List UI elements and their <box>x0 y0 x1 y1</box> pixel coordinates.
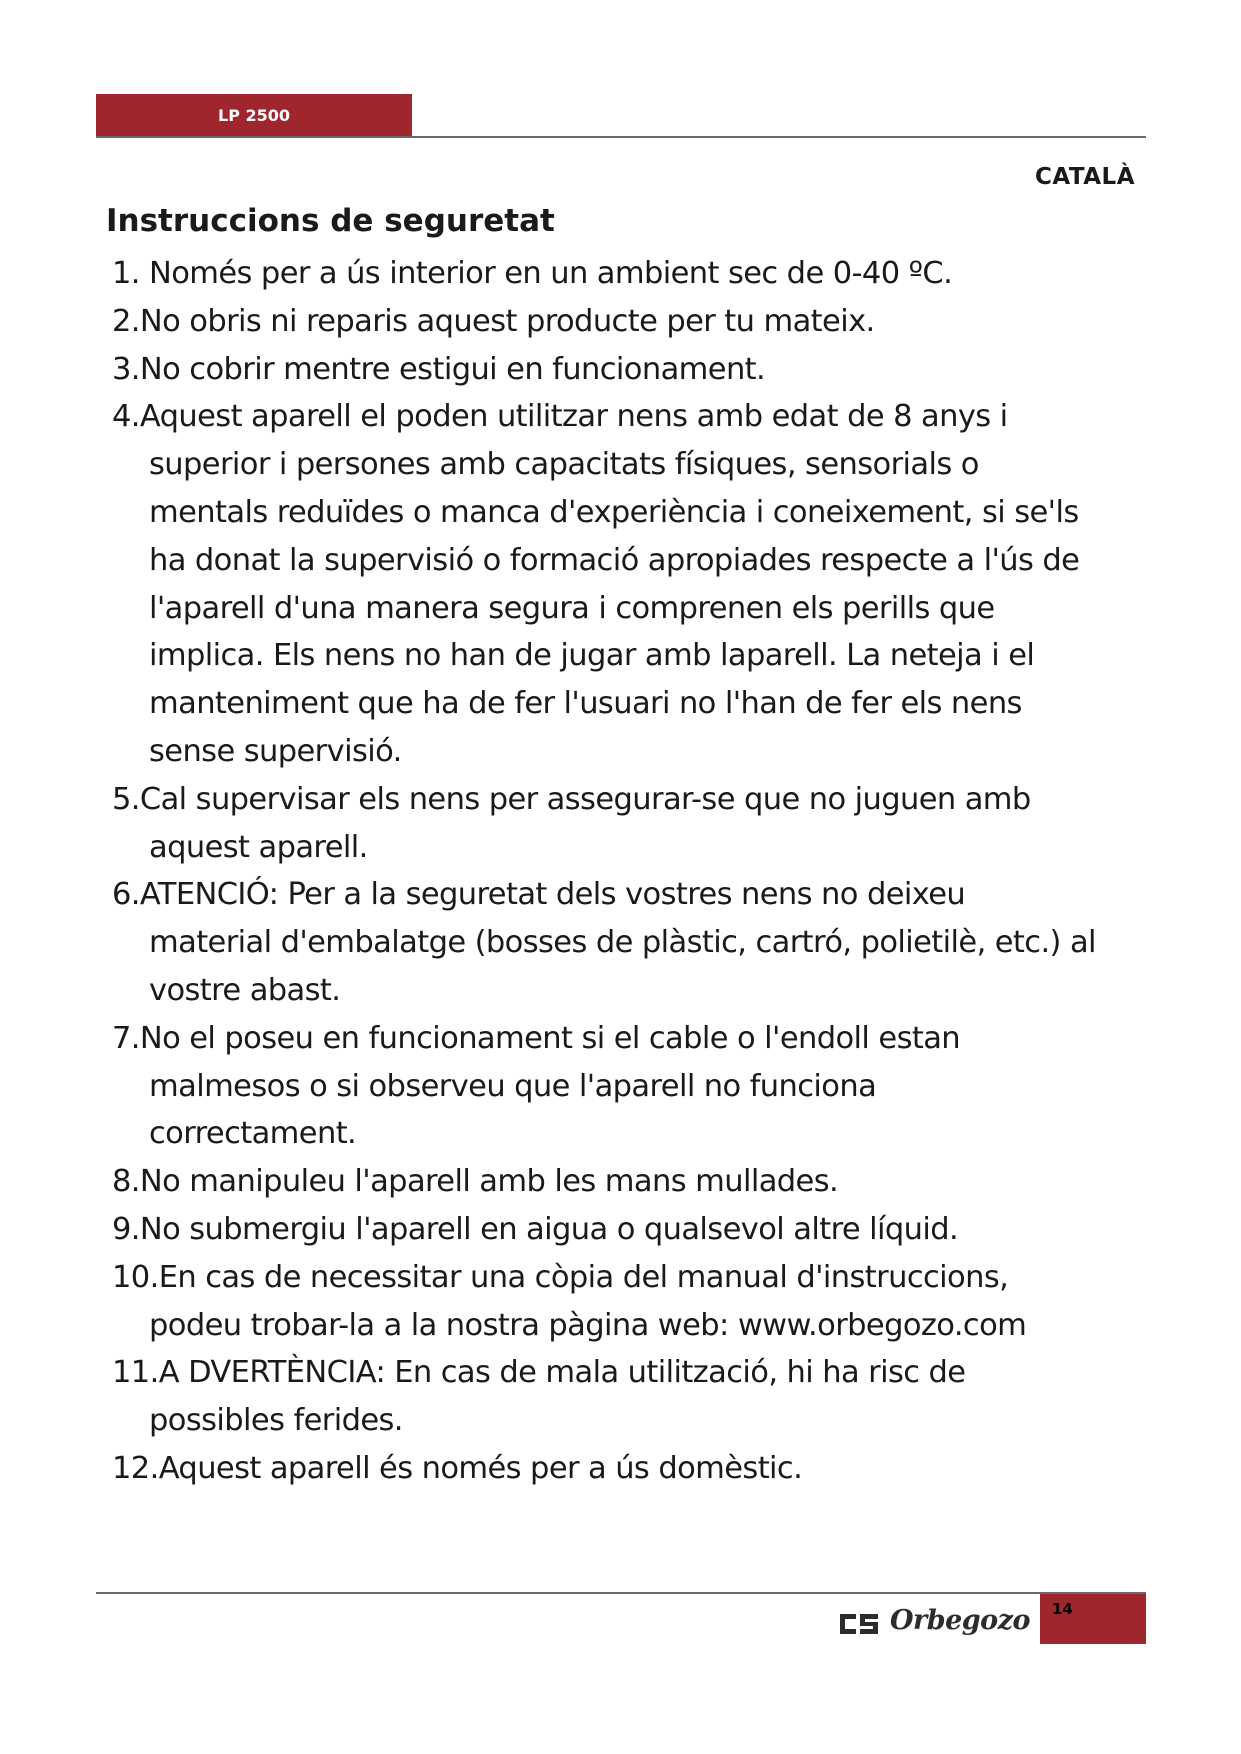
safety-instructions-list <box>112 250 1142 1493</box>
instruction-line: vostre abast. <box>149 972 341 1008</box>
model-tab <box>96 94 412 136</box>
instruction-line: ha donat la supervisió o formació apropiades respecte a l'ús de <box>149 542 1080 578</box>
instruction-line: correctament. <box>149 1116 357 1152</box>
instruction-line: 7.No el poseu en funcionament si el cable o l'endoll estan <box>112 1020 961 1056</box>
instruction-item <box>112 393 1142 775</box>
instruction-item <box>112 1206 1142 1254</box>
section-title: Instruccions de seguretat <box>106 203 555 239</box>
instruction-item <box>112 776 1142 872</box>
instruction-item <box>112 1349 1142 1445</box>
instruction-line: material d'embalatge (bosses de plàstic, cartró, polietilè, etc.) al <box>149 925 1096 961</box>
instruction-item <box>112 1445 1142 1493</box>
instruction-line: 8.No manipuleu l'aparell amb les mans mullades. <box>112 1164 839 1200</box>
page-number: 14 <box>1052 1600 1073 1618</box>
instruction-line: 1. Només per a ús interior en un ambient sec de 0-40 ºC. <box>112 256 953 291</box>
instruction-item <box>112 346 1142 394</box>
instruction-item <box>112 298 1142 346</box>
instruction-line: aquest aparell. <box>149 829 368 865</box>
instruction-line: sense supervisió. <box>149 733 402 769</box>
instruction-line: manteniment que ha de fer l'usuari no l'han de fer els nens <box>149 686 1022 722</box>
header-divider <box>96 136 1146 138</box>
instruction-line: 3.No cobrir mentre estigui en funcionament. <box>112 351 766 387</box>
instruction-line: malmesos o si observeu que l'aparell no funciona <box>149 1068 877 1104</box>
instruction-line: 2.No obris ni reparis aquest producte per tu mateix. <box>112 303 875 339</box>
instruction-line: 9.No submergiu l'aparell en aigua o qualsevol altre líquid. <box>112 1211 959 1247</box>
footer-divider <box>96 1592 1146 1594</box>
language-label: CATALÀ <box>1034 164 1135 190</box>
instruction-line: 5.Cal supervisar els nens per assegurar-se que no juguen amb <box>112 781 1031 817</box>
instruction-line: implica. Els nens no han de jugar amb laparell. La neteja i el <box>149 638 1035 674</box>
brand-logo <box>838 1603 1034 1645</box>
instruction-item <box>112 1015 1142 1158</box>
page-number-box <box>1040 1594 1146 1644</box>
instruction-item <box>112 1254 1142 1350</box>
instruction-line: podeu trobar-la a la nostra pàgina web: www.orbegozo.com <box>149 1307 1027 1343</box>
instruction-line: 6.ATENCIÓ: Per a la seguretat dels vostres nens no deixeu <box>112 877 966 913</box>
instruction-line: mentals reduïdes o manca d'experiència i coneixement, si se'ls <box>149 494 1079 530</box>
instruction-item <box>112 1158 1142 1206</box>
instruction-item <box>112 250 1142 298</box>
instruction-line: 11.A DVERTÈNCIA: En cas de mala utilització, hi ha risc de <box>112 1355 966 1391</box>
instruction-line: 4.Aquest aparell el poden utilitzar nens amb edat de 8 anys i <box>112 399 1008 435</box>
instruction-line: 12.Aquest aparell és només per a ús domèstic. <box>112 1450 803 1486</box>
instruction-line: possibles ferides. <box>149 1403 403 1439</box>
instruction-line: 10.En cas de necessitar una còpia del manual d'instruccions, <box>112 1259 1009 1295</box>
instruction-line: l'aparell d'una manera segura i comprenen els perills que <box>149 590 995 626</box>
brand-name: Orbegozo <box>890 1605 1031 1636</box>
model-label: LP 2500 <box>218 106 291 125</box>
instruction-item <box>112 871 1142 1014</box>
brand-mark-icon <box>838 1611 880 1637</box>
instruction-line: superior i persones amb capacitats físiques, sensorials o <box>149 447 979 483</box>
